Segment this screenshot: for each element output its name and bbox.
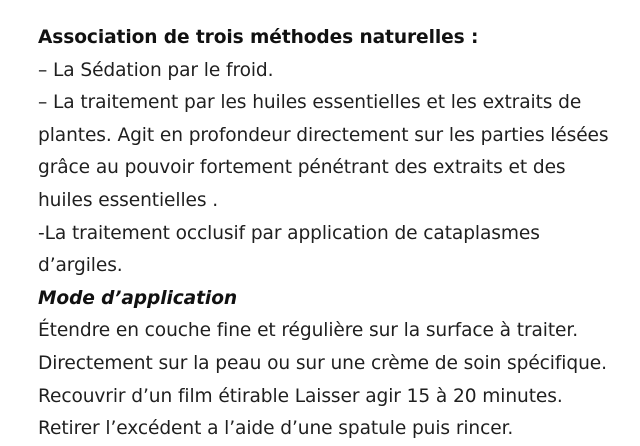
text-line: huiles essentielles . [38,189,219,211]
text-line: – La traitement par les huiles essentielles et les extraits de [38,92,582,114]
text-line: Retirer l’excédent a l’aide d’une spatule puis rincer. [38,418,514,440]
text-line: d’argiles. [38,255,123,277]
text-line: plantes. Agit en profondeur directement sur les parties lésées [38,124,609,146]
text-line: – La Sédation par le froid. [38,59,274,81]
text-line: grâce au pouvoir fortement pénétrant des extraits et des [38,157,566,179]
text-line: Recouvrir d’un film étirable Laisser agir 15 à 20 minutes. [38,385,563,407]
document-body [38,22,634,446]
text-line: -La traitement occlusif par application de cataplasmes [38,222,540,244]
section-heading-methods: Association de trois méthodes naturelles : [38,27,479,48]
text-line: Directement sur la peau ou sur une crème de soin spécifique. [38,352,607,374]
text-line: Étendre en couche fine et régulière sur la surface à traiter. [38,320,579,342]
section-heading-application: Mode d’application [38,287,237,309]
